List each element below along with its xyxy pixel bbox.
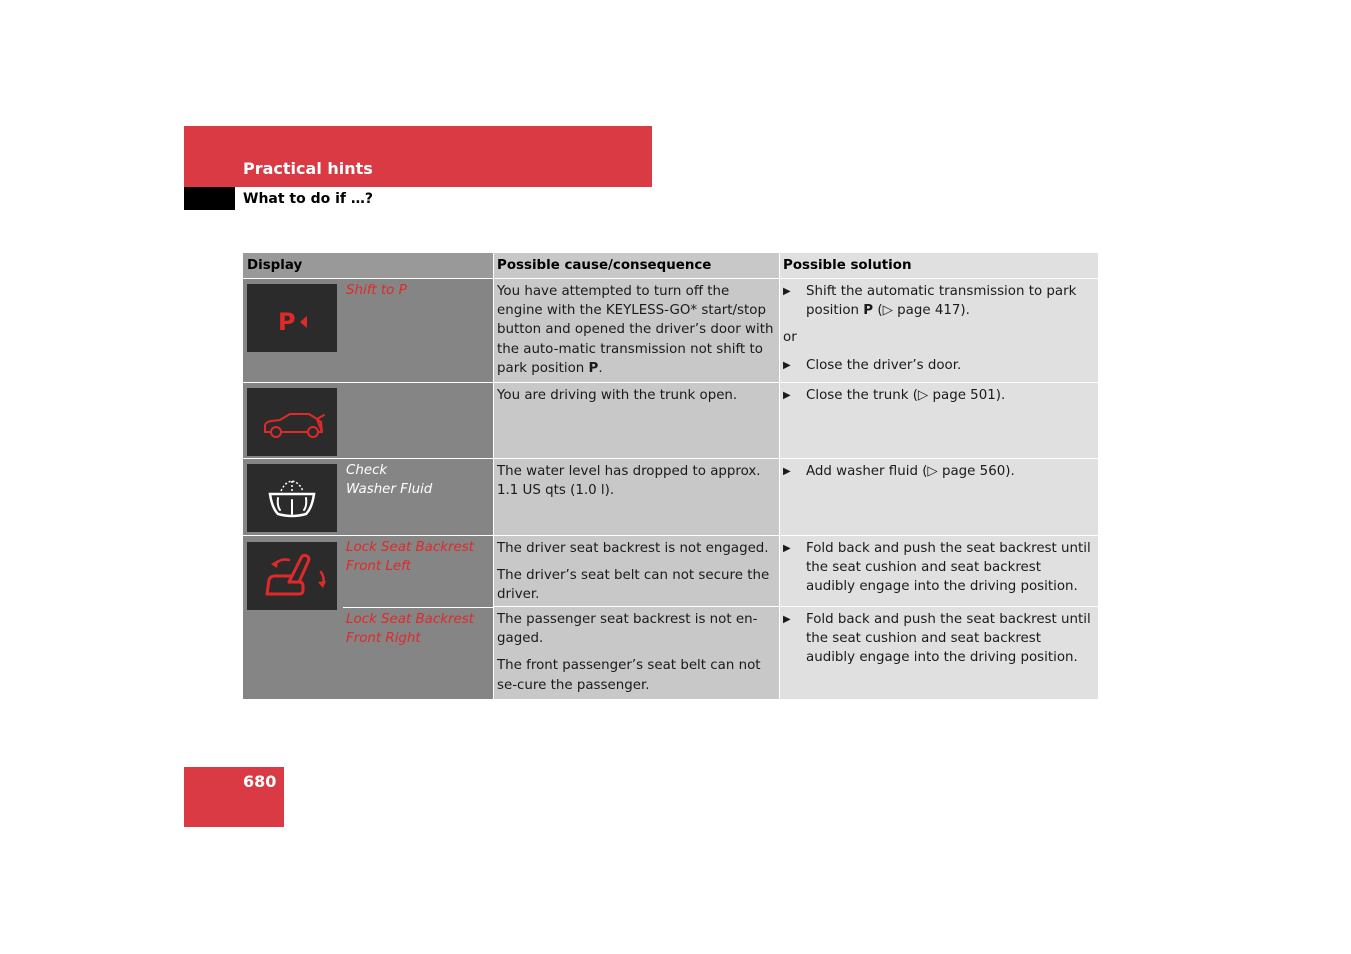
solution-cell (779, 536, 1098, 699)
solution-step (783, 539, 1094, 597)
gear-position: P (863, 303, 874, 319)
solution-cell (779, 459, 1098, 535)
solution-cell (779, 383, 1098, 458)
cause-text: The driver seat backrest is not engaged. (497, 541, 769, 556)
table-row (243, 279, 1098, 383)
solution-text: Close the trunk (▷ page 501). (806, 388, 1006, 403)
display-message-line: Lock Seat Backrest (346, 612, 474, 627)
display-message (346, 461, 432, 499)
seat-backrest-icon (247, 542, 337, 610)
solution-text: Close the driver’s door. (806, 357, 962, 373)
gear-position: P (588, 360, 599, 376)
col-header-solution: Possible solution (779, 253, 1098, 278)
cause-cell: You are driving with the trunk open. (493, 383, 779, 458)
cause-cell (493, 459, 779, 535)
display-message-line: Lock Seat Backrest (346, 540, 474, 555)
table-header-row (243, 253, 1098, 279)
table-row-group (243, 536, 1098, 699)
washer-fluid-icon (247, 464, 337, 532)
solution-step (783, 610, 1094, 668)
cause-text: The passenger seat backrest is not en-gaged. (497, 612, 758, 647)
display-cell (243, 459, 493, 535)
cause-end: . (598, 360, 603, 376)
display-message-line: Check (346, 463, 388, 478)
bullet-arrow-icon: ▶ (783, 614, 791, 625)
col-header-cause: Possible cause/consequence (493, 253, 779, 278)
display-message (346, 538, 474, 576)
table-row (243, 459, 1098, 536)
solution-subcell (780, 536, 1098, 607)
cause-cell (493, 536, 779, 699)
cause-text: The driver’s seat belt can not secure the driver. (497, 568, 770, 603)
display-message (346, 610, 474, 648)
bullet-arrow-icon: ▶ (783, 390, 791, 401)
svg-text:P: P (278, 308, 296, 336)
cause-text: The front passenger’s seat belt can not se-cure the passenger. (497, 658, 761, 693)
solution-cell (779, 279, 1098, 382)
solution-text: Fold back and push the seat backrest until the seat cushion and seat backrest audibly engage into the driving position. (806, 612, 1091, 666)
cause-subcell (494, 607, 779, 695)
trunk-open-car-icon (247, 388, 337, 456)
bullet-arrow-icon: ▶ (783, 466, 791, 477)
row-divider (343, 607, 493, 608)
display-cell (243, 279, 493, 382)
cause-subcell (494, 536, 779, 607)
cause-text: You have attempted to turn off the engine with the KEYLESS-GO* start/stop button and opened the driver’s door with the auto-matic transmission not shift to park position (497, 284, 774, 376)
display-message: Shift to P (346, 283, 407, 298)
table-row (243, 383, 1098, 459)
page-number: 680 (243, 772, 277, 791)
display-cell (243, 383, 493, 458)
header-black-marker (184, 187, 235, 210)
display-message-line: Washer Fluid (346, 482, 433, 498)
solution-step (783, 386, 1094, 405)
solution-step (783, 462, 1094, 481)
col-header-display: Display (243, 253, 493, 278)
solution-step (783, 356, 1094, 375)
solution-text: Add washer fluid (▷ page 560). (806, 464, 1015, 479)
display-cell (243, 536, 493, 699)
section-title: Practical hints (243, 159, 373, 178)
bullet-arrow-icon: ▶ (783, 286, 791, 297)
bullet-arrow-icon: ▶ (783, 359, 791, 371)
display-message-line: Front Right (346, 631, 421, 647)
solution-step (783, 282, 1094, 320)
cause-cell (493, 279, 779, 382)
solution-subcell (780, 607, 1098, 668)
display-message-line: Front Left (346, 559, 412, 575)
park-shift-icon (247, 284, 337, 352)
bullet-arrow-icon: ▶ (783, 543, 791, 554)
display-messages-table (243, 253, 1098, 699)
subsection-title: What to do if …? (243, 191, 374, 207)
page-reference: (▷ page 417). (873, 303, 970, 319)
or-separator: or (783, 330, 797, 346)
solution-text: Shift the automatic transmission to park position (806, 284, 1077, 319)
cause-text: The water level has dropped to approx. 1.1 US qts (1.0 l). (497, 464, 761, 499)
solution-text: Fold back and push the seat backrest until the seat cushion and seat backrest audibly engage into the driving position. (806, 541, 1091, 595)
